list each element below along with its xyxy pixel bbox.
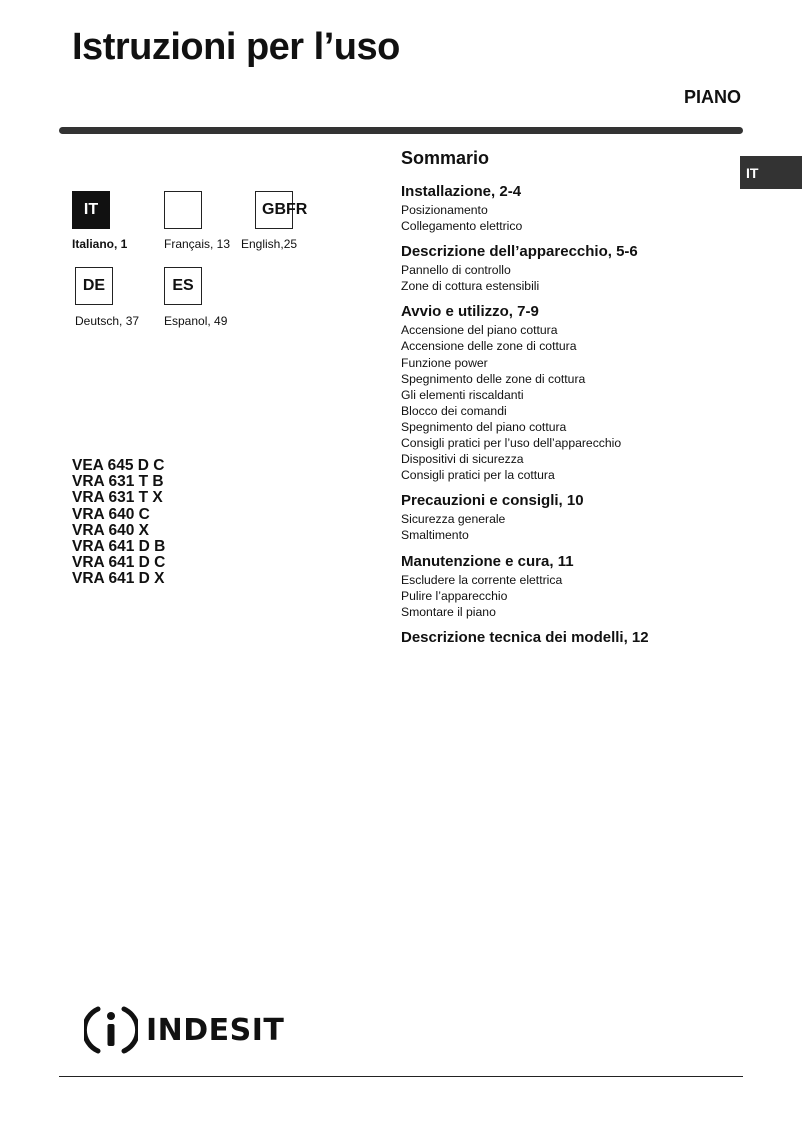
- toc-item[interactable]: Accensione del piano cottura: [401, 323, 558, 338]
- lang-caption-gb: English,25: [241, 237, 298, 251]
- language-side-tab: IT: [740, 156, 802, 189]
- header-rule: [59, 127, 743, 134]
- toc-section-precauzioni: [401, 492, 761, 543]
- lang-box-es[interactable]: ES: [164, 267, 202, 305]
- toc-item[interactable]: Spegnimento del piano cottura: [401, 419, 567, 434]
- model-item: VRA 641 D X: [72, 570, 165, 588]
- brand-name: INDESIT: [146, 1012, 285, 1048]
- toc-item[interactable]: Spegnimento delle zone di cottura: [401, 371, 586, 386]
- toc-heading[interactable]: Precauzioni e consigli, 10: [401, 492, 584, 510]
- lang-caption-de: Deutsch, 37: [75, 314, 140, 328]
- toc-item[interactable]: Consigli pratici per l’uso dell’apparecchio: [401, 436, 622, 451]
- toc-item[interactable]: Escludere la corrente elettrica: [401, 572, 563, 587]
- lang-box-gb[interactable]: [255, 191, 308, 229]
- toc-heading[interactable]: Manutenzione e cura, 11: [401, 552, 574, 570]
- toc-heading[interactable]: Descrizione tecnica dei modelli, 12: [401, 628, 649, 646]
- lang-caption-es: Espanol, 49: [164, 314, 228, 328]
- toc-item[interactable]: Posizionamento: [401, 203, 488, 217]
- toc-item[interactable]: Collegamento elettrico: [401, 219, 523, 234]
- model-item: VEA 645 D C: [72, 457, 165, 474]
- toc-section-manutenzione: [401, 553, 761, 620]
- product-type: PIANO: [683, 87, 741, 107]
- model-item: VRA 641 D C: [72, 554, 166, 572]
- toc-heading[interactable]: Installazione, 2-4: [401, 183, 522, 200]
- toc-item[interactable]: Smaltimento: [401, 528, 469, 543]
- toc-item[interactable]: Gli elementi riscaldanti: [401, 387, 524, 402]
- toc-item[interactable]: Blocco dei comandi: [401, 403, 507, 418]
- model-item: VRA 631 T X: [72, 489, 163, 507]
- lang-box-gb-code: GBFR: [262, 201, 308, 218]
- lang-caption-fr: Français, 13: [164, 237, 231, 251]
- lang-box-fr[interactable]: [164, 191, 202, 229]
- model-item: VRA 640 C: [72, 505, 150, 523]
- toc-item[interactable]: Accensione delle zone di cottura: [401, 339, 577, 354]
- toc-section-installazione: [401, 183, 761, 234]
- toc-heading[interactable]: Descrizione dell’apparecchio, 5-6: [401, 243, 638, 261]
- lang-box-de[interactable]: DE: [75, 267, 113, 305]
- toc-heading[interactable]: Avvio e utilizzo, 7-9: [401, 303, 539, 321]
- page-title: Istruzioni per l’uso: [72, 26, 400, 68]
- model-item: VRA 640 X: [72, 521, 149, 539]
- toc-section-descrizione: [401, 243, 761, 294]
- toc-title: Sommario: [401, 148, 490, 168]
- toc-item[interactable]: Zone di cottura estensibili: [401, 279, 540, 294]
- toc-section-descrizione-tecnica: [401, 629, 761, 646]
- brand-logo: [84, 1003, 284, 1057]
- toc-item[interactable]: Dispositivi di sicurezza: [401, 452, 524, 467]
- toc-item[interactable]: Pannello di controllo: [401, 263, 511, 278]
- toc-item[interactable]: Smontare il piano: [401, 604, 496, 619]
- model-item: VRA 631 T B: [72, 473, 164, 491]
- table-of-contents: [401, 148, 761, 655]
- toc-item[interactable]: Funzione power: [401, 355, 488, 370]
- lang-box-it[interactable]: IT: [72, 191, 110, 229]
- model-item: VRA 641 D B: [72, 538, 166, 556]
- footer-rule: [59, 1076, 743, 1077]
- model-list: [72, 458, 165, 588]
- indesit-logo-icon: [84, 1003, 138, 1057]
- toc-item[interactable]: Consigli pratici per la cottura: [401, 468, 555, 483]
- toc-item[interactable]: Pulire l’apparecchio: [401, 588, 508, 603]
- toc-section-avvio: [401, 303, 761, 483]
- lang-caption-it: Italiano, 1: [72, 237, 128, 251]
- toc-item[interactable]: Sicurezza generale: [401, 512, 506, 527]
